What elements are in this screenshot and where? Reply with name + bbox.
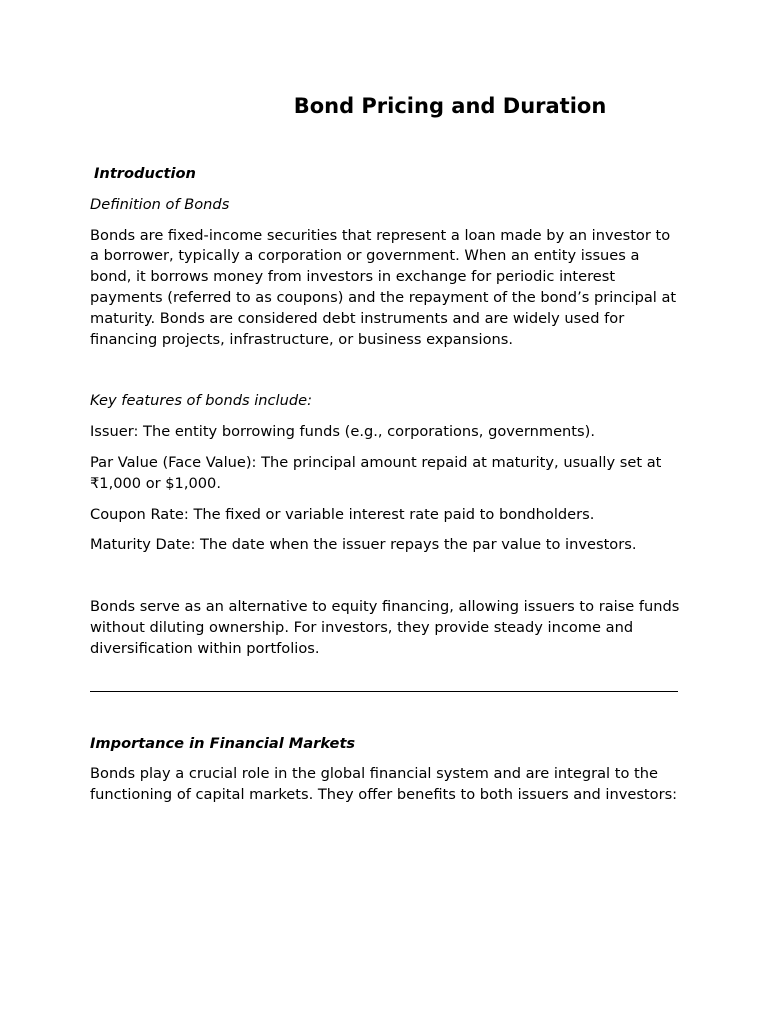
- spacer: [90, 566, 682, 597]
- importance-heading: Importance in Financial Markets: [90, 734, 356, 752]
- importance-paragraph: Bonds play a crucial role in the global financial system and are integral to the functioning of capital markets. They offer benefits to both issuers and investors:: [90, 765, 678, 804]
- closing-paragraph: Bonds serve as an alternative to equity financing, allowing issuers to raise funds without diluting ownership. For investors, they provide steady income and diversification within portfolios.: [90, 598, 680, 657]
- introduction-heading: Introduction: [94, 165, 196, 182]
- spacer: [90, 670, 682, 691]
- feature-issuer: Issuer: The entity borrowing funds (e.g., corporations, governments).: [90, 423, 595, 441]
- spacer: [90, 692, 682, 734]
- definition-subheading: Definition of Bonds: [90, 195, 230, 213]
- definition-paragraph: Bonds are fixed-income securities that represent a loan made by an investor to a borrower, typically a corporation or government. When an entity issues a bond, it borrows money from investors in exchange for periodic interest payments (referred to as coupons) and the repayment of the bond’s principal at maturity. Bonds are considered debt instruments and are widely used for financing projects, infrastructure, or business expansions.: [90, 226, 677, 348]
- feature-maturity-date: Maturity Date: The date when the issuer repays the par value to investors.: [90, 536, 637, 554]
- features-heading: Key features of bonds include:: [90, 392, 312, 410]
- document-body: [90, 164, 682, 816]
- feature-par-value: Par Value (Face Value): The principal amount repaid at maturity, usually set at ₹1,000 or $1,000.: [90, 453, 662, 492]
- document-title: Bond Pricing and Duration: [293, 94, 607, 118]
- feature-coupon-rate: Coupon Rate: The fixed or variable interest rate paid to bondholders.: [90, 505, 595, 523]
- spacer: [90, 360, 682, 391]
